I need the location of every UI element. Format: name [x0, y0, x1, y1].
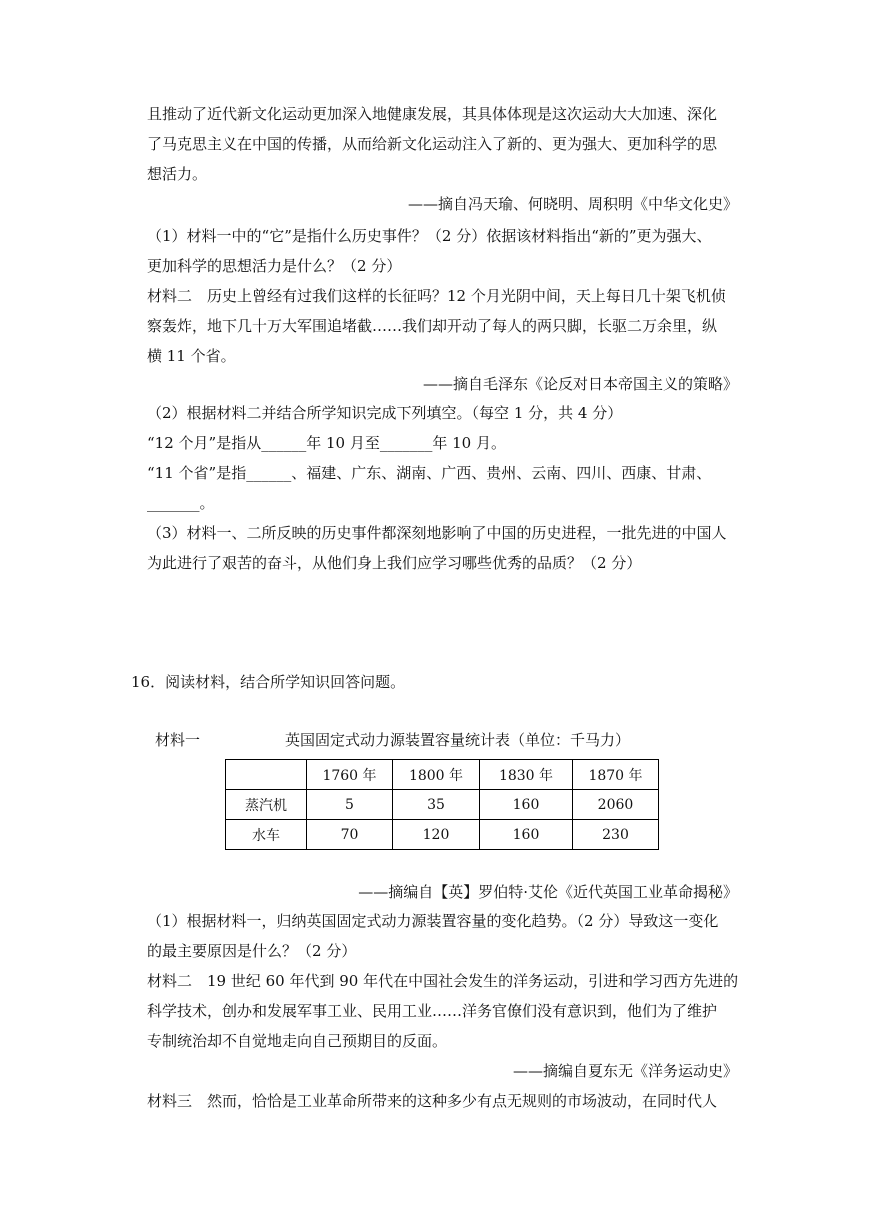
table-cell: 1870 年: [573, 760, 659, 790]
material-2: 察轰炸，地下几十万大军围追堵截……我们却开动了每人的两只脚，长驱二万余里，纵: [147, 317, 718, 335]
citation: ——摘编自【英】罗伯特·艾伦《近代英国工业革命揭秘》: [358, 883, 738, 901]
fill-in-blank: “11 个省”是指______、福建、广东、湖南、广西、贵州、云南、四川、西康、甘肃、: [147, 464, 712, 482]
text-line: 且推动了近代新文化运动更加深入地健康发展，其具体体现是这次运动大大加速、深化: [147, 105, 718, 123]
subquestion-3: 为此进行了艰苦的奋斗，从他们身上我们应学习哪些优秀的品质？（2 分）: [147, 554, 642, 572]
subquestion-1: 更加科学的思想活力是什么？（2 分）: [147, 257, 402, 275]
material-2: 横 11 个省。: [147, 347, 236, 365]
subquestion-1: （1）根据材料一，归纳英国固定式动力源装置容量的变化趋势。（2 分）导致这一变化: [147, 912, 719, 930]
table-cell: [226, 760, 307, 790]
table-header-row: [226, 760, 659, 790]
table-cell: 1760 年: [307, 760, 393, 790]
subquestion-2: （2）根据材料二并结合所学知识完成下列填空。（每空 1 分，共 4 分）: [147, 404, 623, 422]
subquestion-1: 的最主要原因是什么？（2 分）: [147, 942, 357, 960]
subquestion-1: （1）材料一中的“它”是指什么历史事件？（2 分）依据该材料指出“新的”更为强大、: [147, 227, 712, 245]
text-line: 想活力。: [147, 165, 208, 183]
table-cell: 5: [307, 790, 393, 820]
table-cell: 70: [307, 820, 393, 850]
citation: ——摘编自夏东无《洋务运动史》: [512, 1062, 738, 1080]
table-cell: 160: [480, 790, 573, 820]
table-cell: 35: [393, 790, 480, 820]
question-heading: 16．阅读材料，结合所学知识回答问题。: [131, 673, 406, 691]
table-cell: 2060: [573, 790, 659, 820]
material-1-label: 材料一: [155, 731, 201, 749]
table-cell: 160: [480, 820, 573, 850]
material-2: 专制统治却不自觉地走向自己预期目的反面。: [147, 1032, 448, 1050]
table-cell: 120: [393, 820, 480, 850]
material-2: 材料二 19 世纪 60 年代到 90 年代在中国社会发生的洋务运动，引进和学习西方先进的: [147, 972, 739, 990]
table-row: [226, 790, 659, 820]
table-cell: 1800 年: [393, 760, 480, 790]
citation: ——摘自冯天瑜、何晓明、周积明《中华文化史》: [407, 195, 738, 213]
fill-in-blank: “12 个月”是指从______年 10 月至_______年 10 月。: [147, 434, 506, 452]
table-row: [226, 820, 659, 850]
table-cell: 230: [573, 820, 659, 850]
text-line: 了马克思主义在中国的传播，从而给新文化运动注入了新的、更为强大、更加科学的思: [147, 135, 718, 153]
citation: ——摘自毛泽东《论反对日本帝国主义的策略》: [422, 375, 738, 393]
capacity-table: [225, 759, 659, 850]
table-cell: 水车: [226, 820, 307, 850]
fill-in-blank: _______。: [147, 494, 215, 512]
table-cell: 1830 年: [480, 760, 573, 790]
material-3: 材料三 然而，恰恰是工业革命所带来的这种多少有点无规则的市场波动，在同时代人: [147, 1092, 718, 1110]
material-2: 科学技术，创办和发展军事工业、民用工业……洋务官僚们没有意识到，他们为了维护: [147, 1002, 718, 1020]
material-2: 材料二 历史上曾经有过我们这样的长征吗？12 个月光阴中间，天上每日几十架飞机侦: [147, 287, 726, 305]
table-cell: 蒸汽机: [226, 790, 307, 820]
table-title: 英国固定式动力源装置容量统计表（单位：千马力）: [285, 731, 631, 749]
subquestion-3: （3）材料一、二所反映的历史事件都深刻地影响了中国的历史进程，一批先进的中国人: [147, 524, 727, 542]
